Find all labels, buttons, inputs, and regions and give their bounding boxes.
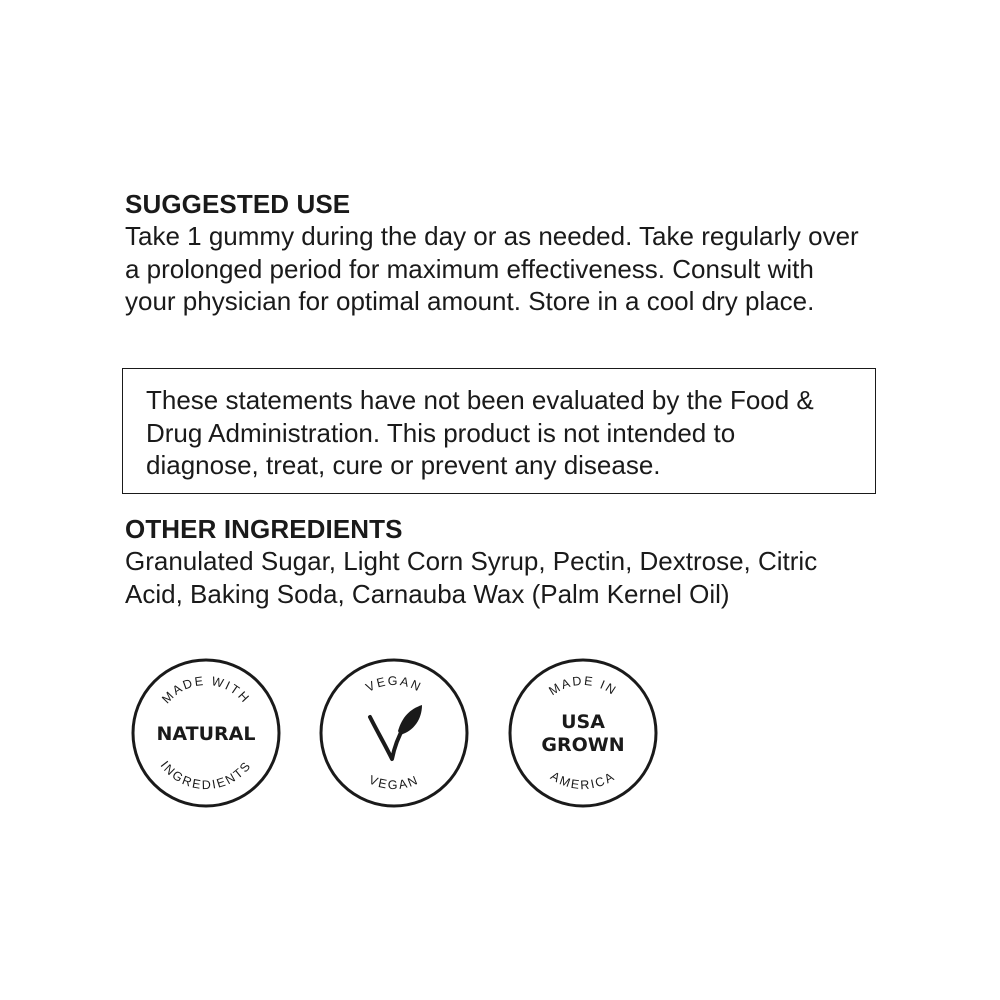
usa-badge-graphic — [507, 657, 659, 809]
suggested-use-heading: SUGGESTED USE — [125, 189, 351, 219]
usa-grown-badge — [507, 657, 659, 809]
other-ingredients-heading: OTHER INGREDIENTS — [125, 514, 403, 544]
leaf-v-icon — [370, 705, 422, 759]
vegan-badge — [318, 657, 470, 809]
usa-badge-center-line-1: USA — [561, 711, 605, 733]
natural-badge-center-text: NATURAL — [156, 723, 256, 745]
suggested-use-section — [125, 188, 885, 318]
other-ingredients-section — [125, 513, 885, 610]
natural-ingredients-badge — [130, 657, 282, 809]
natural-badge-bottom-text: INGREDIENTS — [157, 758, 255, 793]
fda-disclaimer-box — [122, 368, 876, 494]
usa-badge-bottom-text: AMERICA — [548, 768, 618, 793]
vegan-badge-graphic — [318, 657, 470, 809]
vegan-badge-bottom-text: VEGAN — [366, 772, 422, 793]
usa-badge-center-line-2: GROWN — [541, 734, 625, 756]
usa-badge-top-text: MADE IN — [546, 673, 620, 699]
natural-badge-graphic — [130, 657, 282, 809]
fda-disclaimer-text: These statements have not been evaluated by the Food & Drug Administration. This product is not intended to diagnose, treat, cure or prevent any disease. — [146, 385, 814, 480]
natural-badge-top-text: MADE WITH — [159, 673, 253, 707]
suggested-use-text: Take 1 gummy during the day or as needed. Take regularly over a prolonged period for maximum effectiveness. Consult with your physician for optimal amount. Store in a cool dry place. — [125, 221, 859, 316]
vegan-badge-top-text: VEGAN — [363, 673, 425, 695]
other-ingredients-text: Granulated Sugar, Light Corn Syrup, Pectin, Dextrose, Citric Acid, Baking Soda, Carnauba Wax (Palm Kernel Oil) — [125, 546, 818, 609]
